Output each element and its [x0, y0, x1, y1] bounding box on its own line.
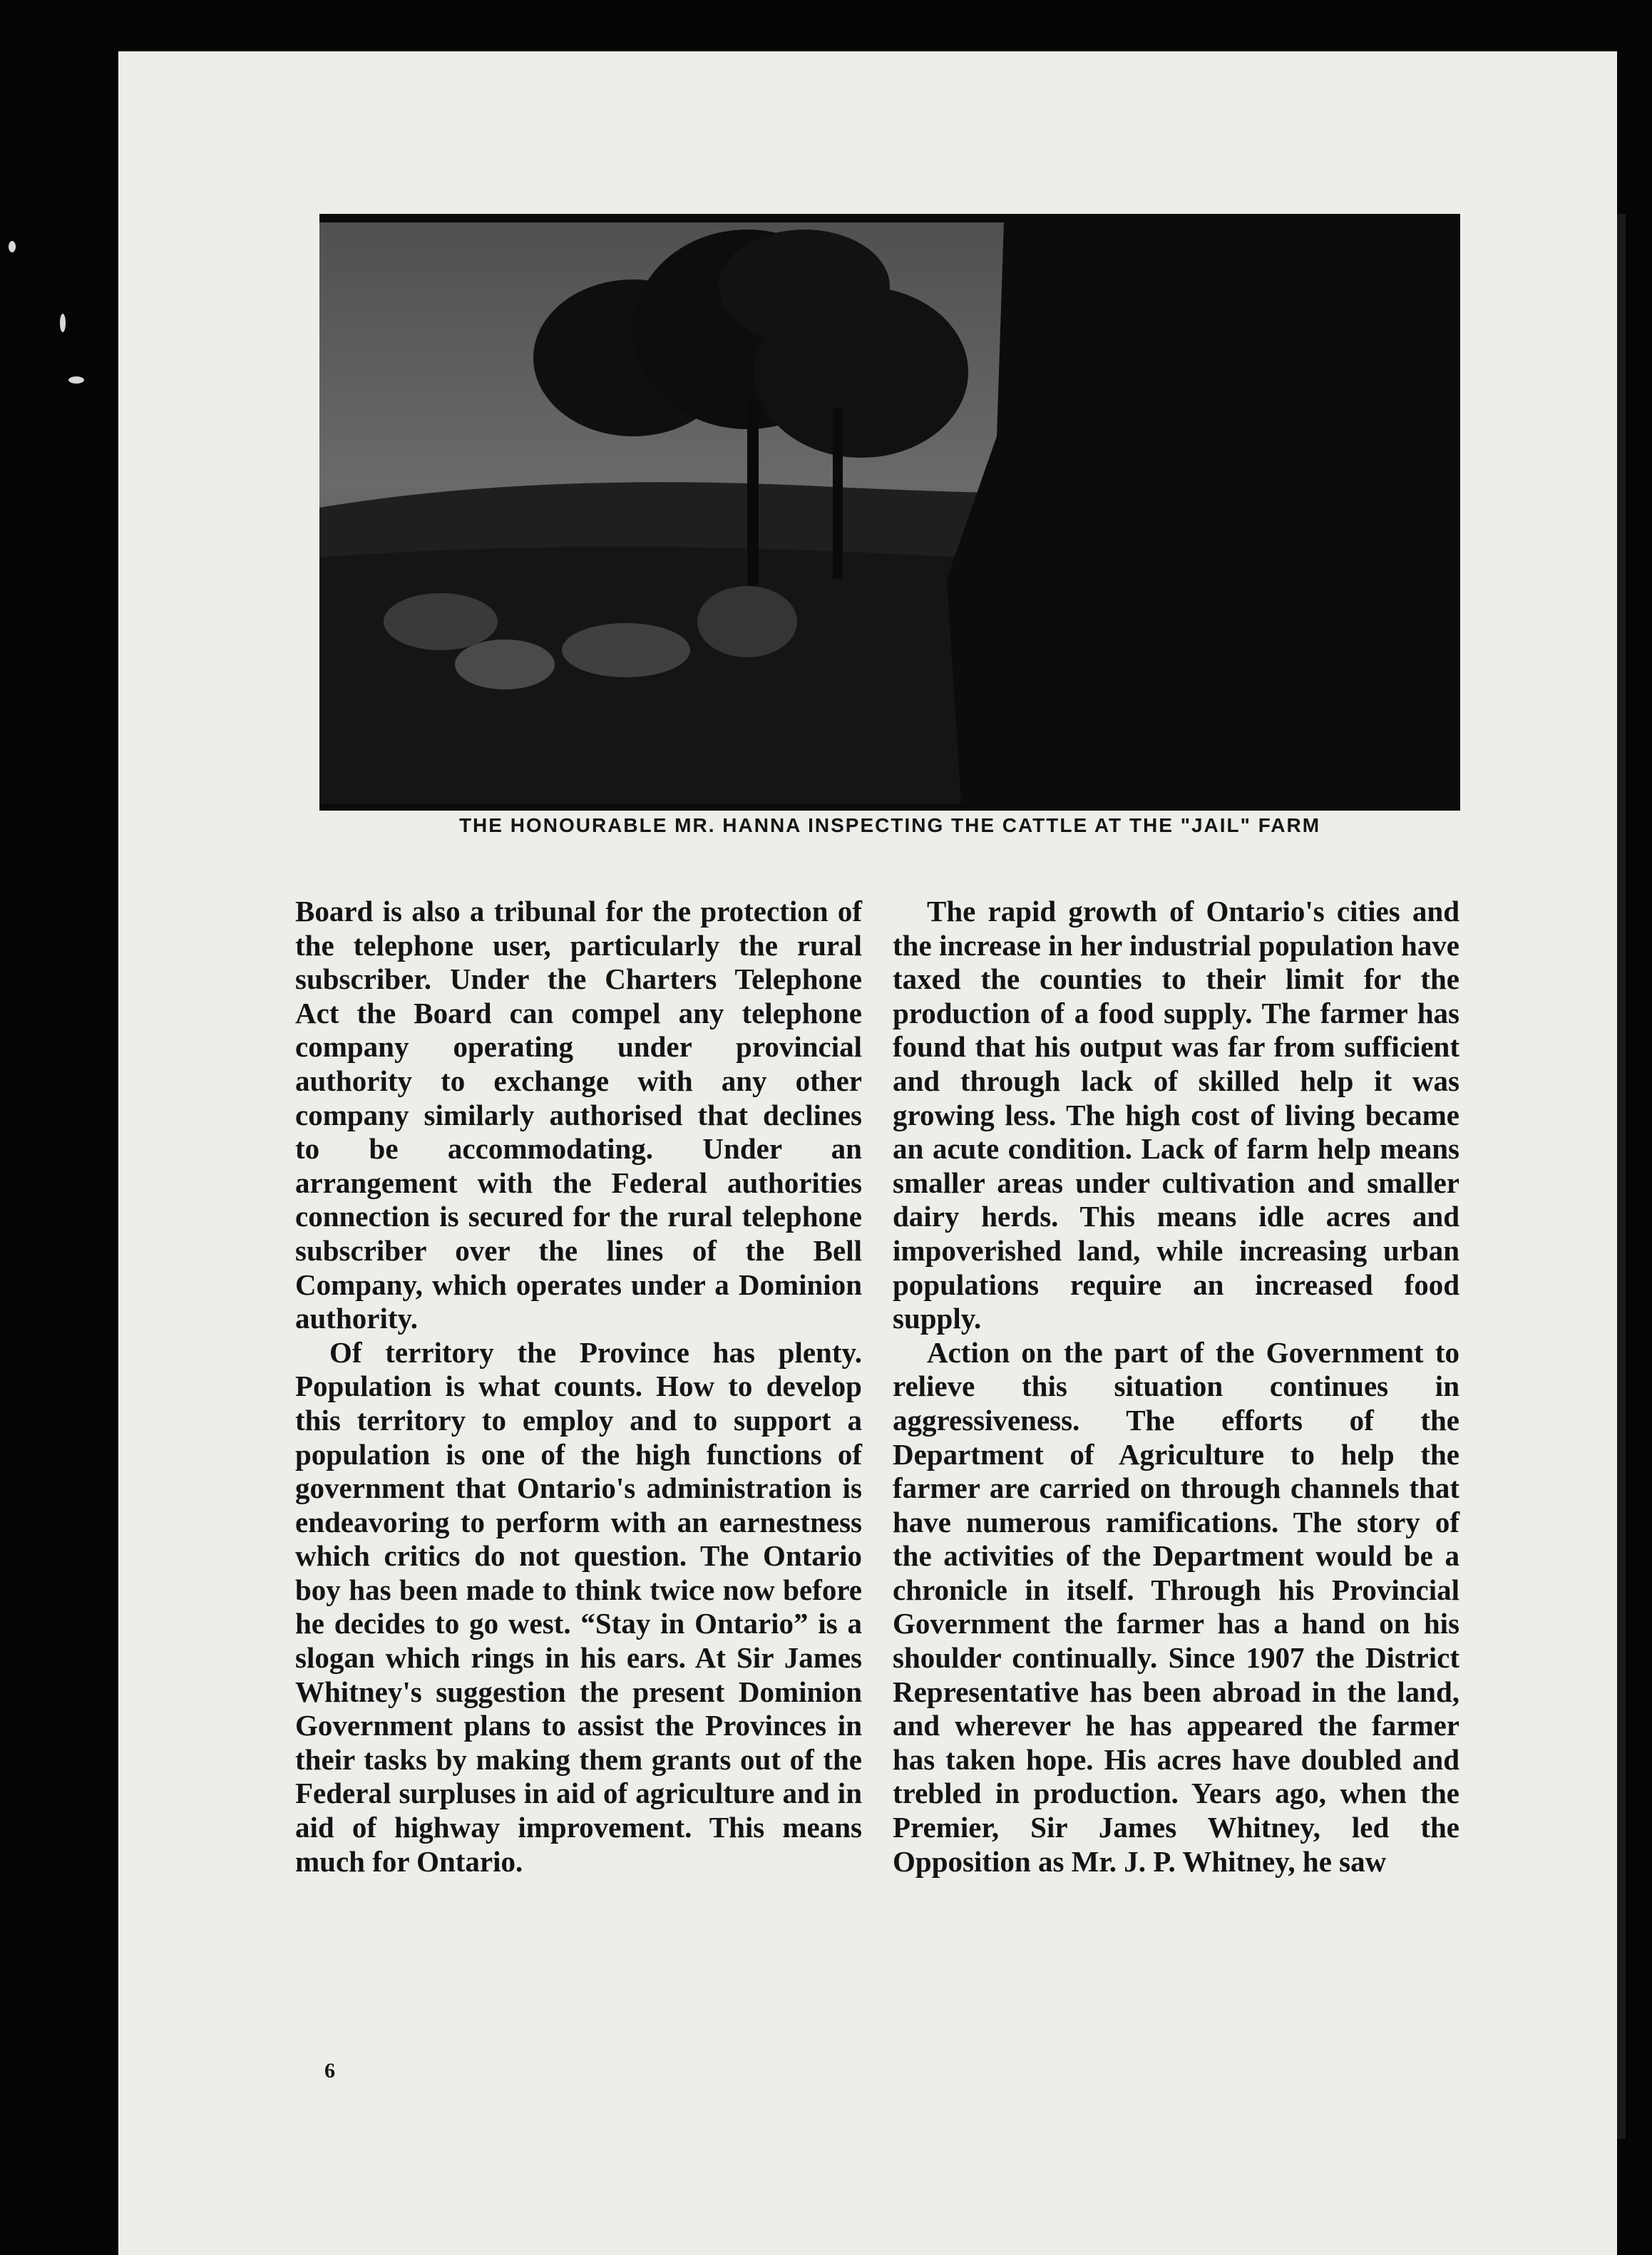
photo-image [319, 222, 1460, 803]
binding-gutter [1617, 214, 1626, 2139]
page-number: 6 [324, 2059, 335, 2082]
paragraph: Board is also a tribunal for the protection of the telephone user, particularly the rural subscriber. Under the Charters Telephone Act the Board can compel any telephone company operating under provincial authority to exchange with any other company similarly authorised that declines to be accommodating. Under an arrangement with the Federal authorities connection is secured for the rural telephone subscriber over the lines of the Bell Company, which operates under a Dominion authority. [295, 895, 862, 1335]
farm-photograph [319, 214, 1460, 811]
paragraph: Of territory the Province has plenty. Population is what counts. How to develop this territory to employ and to support a population is one of the high functions of government that Ontario's administration is endeavoring to perform with an earnestness which critics do not question. The Ontario boy has been made to think twice now before he decides to go west. “Stay in Ontario” is a slogan which rings in his ears. At Sir James Whitney's suggestion the present Dominion Government plans to assist the Provinces in their tasks by making them grants out of the Federal surpluses in aid of agriculture and in aid of highway improvement. This means much for Ontario. [295, 1335, 862, 1878]
photo-caption: THE HONOURABLE MR. HANNA INSPECTING THE CATTLE AT THE "JAIL" FARM [458, 814, 1321, 836]
scan-speck [9, 241, 16, 252]
scan-speck [60, 314, 66, 332]
scan-speck [68, 376, 84, 384]
paragraph: The rapid growth of Ontario's cities and the increase in her industrial population have taxed the counties to their limit for the production of a food supply. The farmer has found that his output was far from sufficient and through lack of skilled help it was growing less. The high cost of living became an acute condition. Lack of farm help means smaller areas under cultivation and smaller dairy herds. This means idle acres and impoverished land, while increasing urban populations require an increased food supply. [893, 895, 1459, 1335]
right-column [893, 895, 1459, 1879]
paragraph: Action on the part of the Government to relieve this situation continues in aggressiveness. The efforts of the Department of Agriculture to help the farmer are carried on through channels that have numerous ramifications. The story of the activities of the Department would be a chronicle in itself. Through his Provincial Government the farmer has a hand on his shoulder continually. Since 1907 the District Representative has been abroad in the land, and wherever he has appeared the farmer has taken hope. His acres have doubled and trebled in production. Years ago, when the Premier, Sir James Whitney, led the Opposition as Mr. J. P. Whitney, he saw [893, 1335, 1459, 1878]
left-column [295, 895, 862, 1879]
